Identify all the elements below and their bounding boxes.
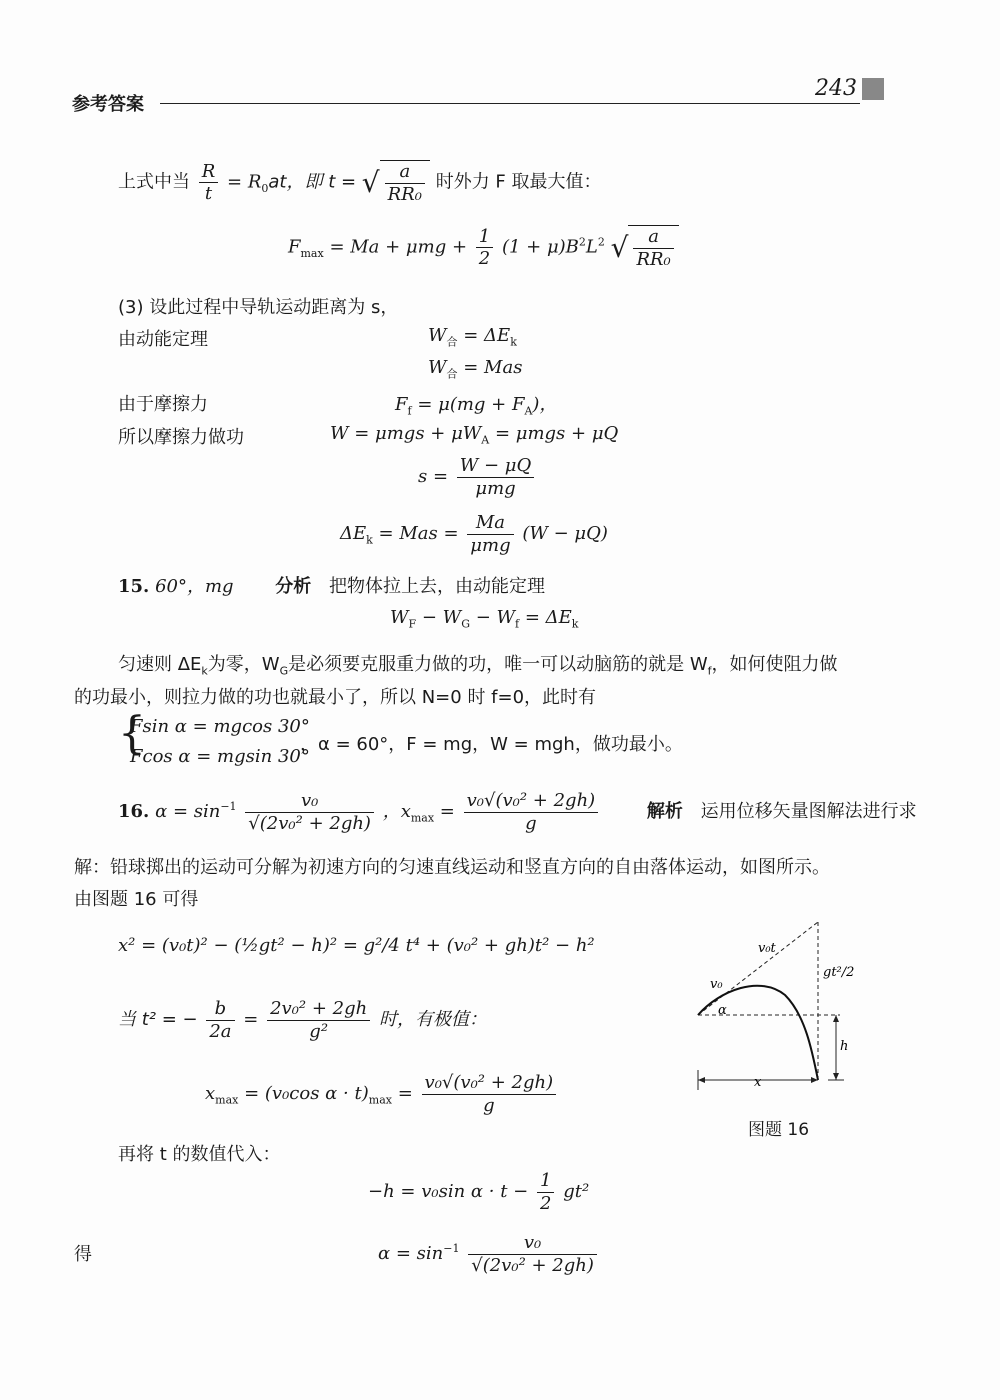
trajectory [698,986,818,1080]
line-condition: 上式中当 $\frac{R}{t}$ = $R_0at$，即 t = √ $\frac{a}{\text{RR₀}}$ 时外力 F 取最大值： [118,160,602,205]
equation-friction: $F_f = \mu(mg + F_A)$， [395,394,558,418]
q16-equation-alpha: $\alpha = \sin^{-1}$ $\frac{\text{v₀}}{\text{√(2v₀² + 2gh)}}$ [378,1232,600,1276]
h-arrow-head-bottom [833,1073,839,1080]
header-rule [160,103,860,104]
label-friction: 由于摩擦力 [118,394,208,415]
q15-paragraph-2: 的功最小，则拉力做的功也就最小了，所以 N=0 时 f=0，此时有 [74,687,597,708]
q16-paragraph-2: 由图题 16 可得 [74,889,199,910]
q16-heading: 16. $\alpha = \sin^{-1}$ $\frac{\text{v₀}}{\text{√(2v₀² + 2gh)}}$ ，$x_{max}$ = $\frac{\text{v₀√(v₀² + 2gh)}}{g}$ 解析 运用位移矢量图解法进行求 [118,790,917,834]
q16-label-de: 得 [74,1244,92,1265]
equation-delta-ek: $\Delta E_k$ = Mas = $\frac{Ma}{\text{μmg}}$ (W − μQ) [340,512,608,556]
line-part3: (3) 设此过程中导轨运动距离为 s， [118,297,399,318]
x-arrow-head-left [698,1077,705,1083]
label-alpha: α [718,1003,727,1018]
label-v0t: v₀t [758,941,776,956]
q16-paragraph-1: 解：铅球掷出的运动可分解为初速方向的匀速直线运动和竖直方向的自由落体运动，如图所示。 [74,857,830,878]
label-friction-work: 所以摩擦力做功 [118,427,244,448]
section-title: 参考答案 [72,94,144,115]
q15-heading: 15. 60°，mg 分析 把物体拉上去，由动能定理 [118,576,546,597]
h-arrow-head-top [833,1015,839,1022]
page-marker [862,78,884,100]
label-v0: v₀ [710,977,723,992]
q16-equation-xmax: $x_{max} = (v_0\cos$ $\alpha \cdot t)_{max}$ = $\frac{\text{v₀√(v₀² + 2gh)}}{g}$ [205,1072,559,1116]
v0t-line [698,922,818,1015]
q16-equation-h: −h = v₀sin α · t − $\frac{1}{2}$ gt² [368,1170,590,1214]
q15-equation: $W_F - W_G - W_f = \Delta E_k$ [390,607,579,631]
equation-w-total: $W_合 = \Delta E_k$ [428,325,517,349]
figure-caption: 图题 16 [748,1120,810,1140]
equation-fmax: $F_{max} = Ma + \mu mg$ + $\frac{1}{2}$ $(1 + \mu)B^2L^2$ √ $\frac{a}{\text{RR₀}}$ [288,225,679,270]
q16-paragraph-3: 再将 t 的数值代入： [118,1144,281,1165]
label-h: h [840,1039,849,1054]
equation-friction-work: $W = \mu mgs + \mu W_A = \mu mgs + \mu Q$ [330,423,619,447]
q16-equation-x2: x² = (v₀t)² − (½gt² − h)² = g²/4 t⁴ + (v₀² + gh)t² − h² [118,935,595,956]
label-kinetic-theorem: 由动能定理 [118,329,208,350]
label-x: x [754,1075,762,1090]
q16-equation-t2: 当 t² = − $\frac{b}{2a}$ = $\frac{\text{2v₀² + 2gh}}{\text{g²}}$ 时，有极值： [118,998,487,1042]
page-number: 243 [815,76,857,101]
label-gt2: gt²/2 [823,965,855,980]
q15-paragraph-1: 匀速则 $\Delta E_k$为零，$W_G$是必须要克服重力做的功，唯一可以动脑筋的就是 $W_f$，如何使阻力做 [118,654,838,678]
equation-s: s = $\frac{W - \mu Q}{\text{μmg}}$ [418,455,537,499]
equation-w-mas: $W_合$ = Mas [428,357,523,381]
figure-16 [690,910,870,1100]
